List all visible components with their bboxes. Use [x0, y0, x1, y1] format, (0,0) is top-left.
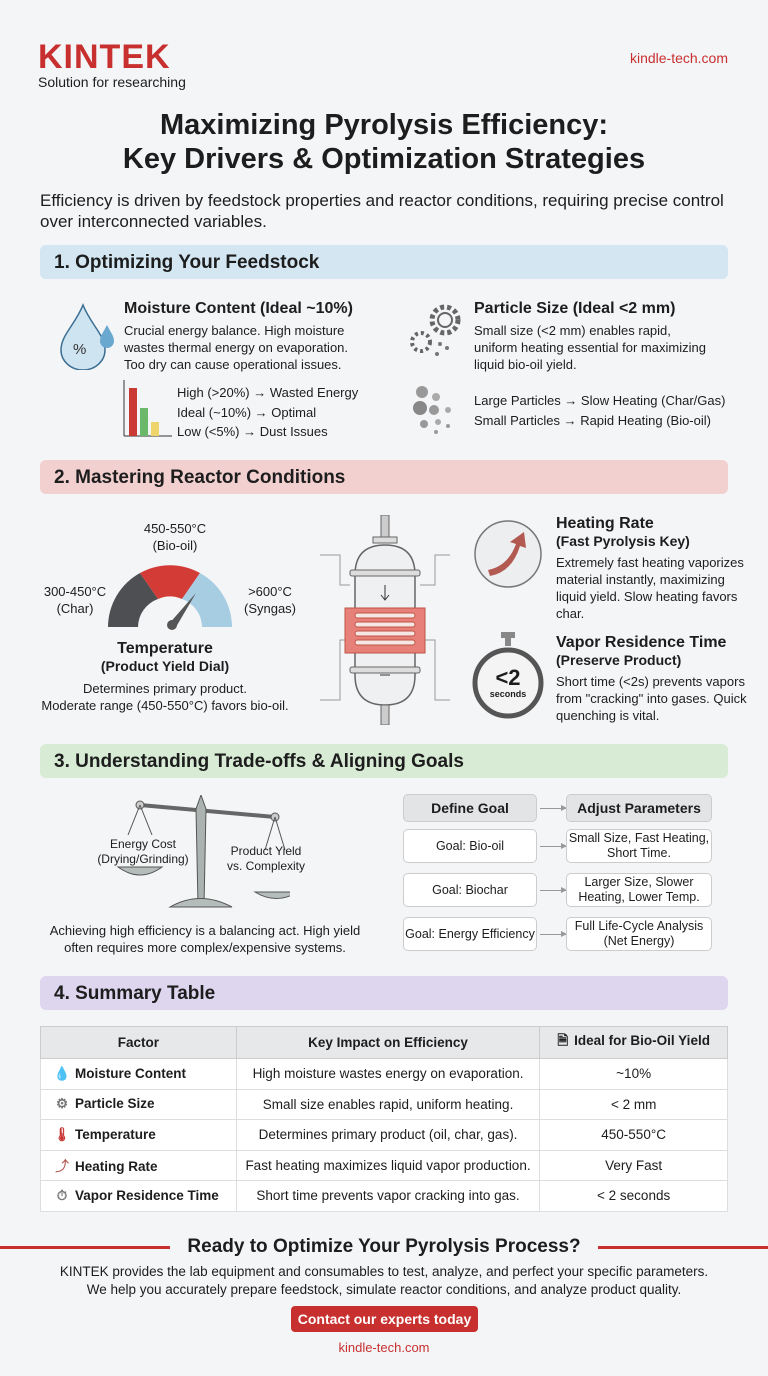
row-ideal: ~10% [540, 1059, 728, 1090]
timer-value: <2 [495, 665, 521, 690]
site-link[interactable]: kindle-tech.com [629, 50, 728, 66]
dial-mid-product: (Bio-oil) [152, 538, 198, 553]
droplet-icon: 💧 [53, 1065, 71, 1081]
heating-rate-subtitle: (Fast Pyrolysis Key) [556, 533, 690, 549]
vapor-title: Vapor Residence Time [556, 634, 727, 651]
gears-icon [405, 298, 470, 360]
define-goal-header: Define Goal [403, 794, 537, 822]
cta-title: Ready to Optimize Your Pyrolysis Process? [187, 1236, 581, 1257]
stopwatch-icon: ⏱ [56, 1187, 68, 1203]
section-4-header: 4. Summary Table [40, 976, 728, 1010]
column-header-factor: Factor [41, 1027, 237, 1059]
row-ideal: Very Fast [540, 1150, 728, 1181]
heating-rate-icon [472, 518, 544, 590]
title-line-1: Maximizing Pyrolysis Efficiency: [159, 109, 609, 141]
vapor-subtitle: (Preserve Product) [556, 652, 682, 668]
heating-rate-text: Extremely fast heating vaporizes material instantly, maximizing liquid yield. Slow heating favors char. [556, 555, 744, 621]
table-row [41, 1120, 728, 1151]
vapor-text: Short time (<2s) prevents vapors from "cracking" into gases. Quick quenching is vital. [556, 674, 747, 723]
row-factor: Moisture Content [75, 1065, 186, 1081]
tradeoff-text: Achieving high efficiency is a balancing act. High yield often requires more complex/expensive systems. [49, 923, 361, 955]
temperature-block [40, 640, 290, 714]
arrow-up-icon: ⤴ [55, 1159, 69, 1175]
moisture-text: Crucial energy balance. High moisture wastes thermal energy on evaporation. Too dry can cause operational issues. [124, 323, 349, 372]
row-impact: High moisture wastes energy on evaporation. [236, 1059, 540, 1090]
goal-bio-oil: Goal: Bio-oil [403, 829, 537, 863]
moisture-ideal: Ideal (~10%) → Optimal [177, 404, 317, 420]
particle-text: Small size (<2 mm) enables rapid, uniform heating essential for maximizing liquid bio-oil yield. [474, 323, 706, 372]
row-impact: Determines primary product (oil, char, gas). [236, 1120, 540, 1151]
row-factor: Temperature [75, 1126, 156, 1142]
document-icon: 🗎 [557, 1033, 569, 1048]
section-1-header: 1. Optimizing Your Feedstock [40, 245, 728, 279]
cta-line-2: We help you accurately prepare feedstock, simulate reactor conditions, and analyze product quality. [86, 1282, 682, 1297]
page-title [0, 108, 768, 176]
left-pan-line-1: Energy Cost [109, 837, 177, 851]
table-row [41, 1089, 728, 1120]
row-impact: Small size enables rapid, uniform heating. [236, 1089, 540, 1120]
arrow-icon [540, 808, 566, 809]
temperature-dial-icon [100, 555, 240, 630]
vapor-block [556, 634, 756, 724]
dial-right-product: (Syngas) [243, 601, 297, 616]
particles-icon [410, 382, 460, 437]
dial-right-range: >600°C [248, 584, 292, 599]
goal-energy-efficiency: Goal: Energy Efficiency [403, 917, 537, 951]
thermometer-icon: 🌡 [53, 1126, 71, 1142]
footer-site-link[interactable]: kindle-tech.com [338, 1340, 430, 1355]
dial-left-product: (Char) [56, 601, 94, 616]
arrow-icon [540, 934, 566, 935]
column-header-ideal [540, 1027, 728, 1059]
moisture-levels [177, 383, 358, 442]
moisture-low: Low (<5%) → Dust Issues [177, 424, 328, 439]
section-3-header: 3. Understanding Trade-offs & Aligning Goals [40, 744, 728, 778]
dial-mid-range: 450-550°C [143, 521, 207, 536]
particle-notes [474, 391, 725, 431]
temperature-text-2: Moderate range (450-550°C) favors bio-oil. [41, 698, 289, 713]
goal-biochar: Goal: Biochar [403, 873, 537, 907]
table-row [41, 1181, 728, 1212]
heating-rate-title: Heating Rate [556, 515, 654, 532]
row-ideal: < 2 seconds [540, 1181, 728, 1212]
left-pan-line-2: (Drying/Grinding) [97, 852, 189, 866]
right-pan-label [216, 844, 316, 874]
title-line-2: Key Drivers & Optimization Strategies [122, 143, 646, 175]
kintek-logo: KINTEK [38, 38, 171, 76]
moisture-high: High (>20%) → Wasted Energy [177, 385, 359, 400]
section-2-header: 2. Mastering Reactor Conditions [40, 460, 728, 494]
arrow-icon [540, 890, 566, 891]
particle-small: Small Particles → Rapid Heating (Bio-oil) [474, 413, 711, 428]
arrow-icon [540, 846, 566, 847]
temperature-subtitle: (Product Yield Dial) [100, 658, 230, 674]
temperature-title: Temperature [117, 640, 213, 657]
stopwatch-icon [472, 632, 544, 720]
table-header-row [41, 1027, 728, 1059]
timer-unit: seconds [489, 689, 527, 699]
moisture-title: Moisture Content (Ideal ~10%) [124, 300, 353, 317]
params-bio-oil: Small Size, Fast Heating, Short Time. [566, 829, 712, 863]
water-drop-percent-icon [55, 300, 120, 370]
table-row [41, 1059, 728, 1090]
table-row [41, 1150, 728, 1181]
row-impact: Fast heating maximizes liquid vapor production. [236, 1150, 540, 1181]
tagline: Solution for researching [38, 74, 186, 90]
cta-line-1: KINTEK provides the lab equipment and consumables to test, analyze, and perfect your specific parameters. [59, 1264, 709, 1279]
particle-title: Particle Size (Ideal <2 mm) [474, 300, 676, 317]
particle-large: Large Particles → Slow Heating (Char/Gas) [474, 393, 726, 408]
svg-text:%: % [73, 341, 87, 358]
params-energy-efficiency: Full Life-Cycle Analysis (Net Energy) [566, 917, 712, 951]
reactor-icon [300, 515, 470, 725]
gear-icon: ⚙ [55, 1096, 69, 1112]
row-factor: Particle Size [75, 1096, 155, 1112]
summary-table [40, 1026, 728, 1212]
left-pan-label [88, 837, 198, 867]
adjust-parameters-header: Adjust Parameters [566, 794, 712, 822]
right-pan-line-1: Product Yield [230, 844, 302, 858]
row-factor: Vapor Residence Time [75, 1187, 219, 1203]
heating-rate-block [556, 515, 756, 622]
row-ideal: 450-550°C [540, 1120, 728, 1151]
dial-mid-label [130, 520, 220, 554]
column-header-ideal-label: Ideal for Bio-Oil Yield [574, 1033, 710, 1048]
contact-button[interactable]: Contact our experts today [291, 1306, 478, 1332]
params-biochar: Larger Size, Slower Heating, Lower Temp. [566, 873, 712, 907]
temperature-text-1: Determines primary product. [83, 681, 247, 696]
moisture-bar-icon [122, 380, 172, 438]
dial-left-range: 300-450°C [43, 584, 107, 599]
row-ideal: < 2 mm [540, 1089, 728, 1120]
row-factor: Heating Rate [75, 1159, 158, 1175]
page-subtitle: Efficiency is driven by feedstock properties and reactor conditions, requiring precise control over interconnected variables. [40, 191, 724, 231]
dial-right-label [240, 583, 300, 617]
row-impact: Short time prevents vapor cracking into gas. [236, 1181, 540, 1212]
right-pan-line-2: vs. Complexity [226, 859, 306, 873]
column-header-impact: Key Impact on Efficiency [236, 1027, 540, 1059]
